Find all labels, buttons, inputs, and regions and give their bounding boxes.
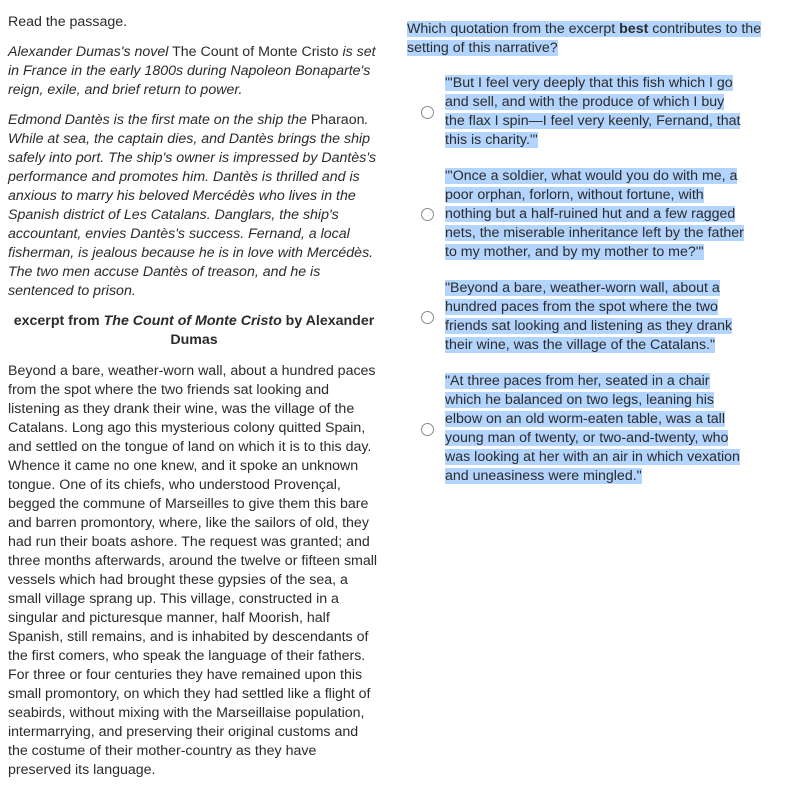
excerpt-heading-title: The Count of Monte Cristo	[103, 313, 282, 329]
intro2-pre: Edmond Dantès is the first mate on the ship the	[8, 112, 307, 128]
excerpt-heading-post: by Alexander Dumas	[170, 313, 375, 348]
question-post: contributes to the setting of this narrative?	[407, 21, 762, 56]
instruction-text: Read the passage.	[8, 14, 128, 30]
reading-passage-panel	[8, 13, 380, 791]
answer-choice-b[interactable]	[407, 167, 777, 262]
choice-text-d: "At three paces from her, seated in a chair which he balanced on two legs, leaning his elbow on an old worm-eaten table, was a tall young man of twenty, or two-and-twenty, who was looking at her with an air in which vexation and uneasiness were mingled."	[445, 373, 740, 484]
radio-button-icon[interactable]	[421, 106, 434, 119]
ship-name: Pharaon	[306, 112, 365, 128]
intro-paragraph-2	[8, 111, 380, 301]
radio-button-icon[interactable]	[421, 311, 434, 324]
answer-choice-a[interactable]	[407, 74, 777, 150]
intro-paragraph-1	[8, 43, 380, 100]
choice-text-b: "'Once a soldier, what would you do with me, a poor orphan, forlorn, without fortune, with nothing but a half-ruined hut and a few ragged nets, the miserable inheritance left by the father to my mother, and by my mother to me?'"	[445, 168, 744, 260]
intro1-post: is set in France in the early 1800s during Napoleon Bonaparte's reign, exile, and brief return to power.	[8, 44, 376, 98]
excerpt-heading	[8, 312, 380, 350]
excerpt-heading-pre: excerpt from	[13, 313, 104, 329]
choice-text-c: "Beyond a bare, weather-worn wall, about a hundred paces from the spot where the two friends sat looking and listening as they drank their wine, was the village of the Catalans."	[445, 280, 733, 353]
excerpt-passage: Beyond a bare, weather-worn wall, about a hundred paces from the spot where the two friends sat looking and listening as they drank their wine, was the village of the Catalans. Long ago this mysterious colony quitted Spain, and settled on the tongue of land on which it is to this day. Whence it came no one knew, and it spoke an unknown tongue. One of its chiefs, who understood Provençal, begged the commune of Marseilles to give them this bare and barren promontory, where, like the sailors of old, they had run their boats ashore. The request was granted; and three months afterwards, around the twelve or fifteen small vessels which had brought these gypsies of the sea, a small village sprang up. This village, constructed in a singular and picturesque manner, half Moorish, half Spanish, still remains, and is inhabited by descendants of the first comers, who speak the language of their fathers. For three or four centuries they have remained upon this small promontory, on which they had settled like a flight of seabirds, without mixing with the Marseillaise population, intermarrying, and preserving their original customs and the costume of their mother-country as they have preserved its language.	[8, 363, 378, 778]
question-panel	[407, 20, 777, 503]
intro2-post: . While at sea, the captain dies, and Dantès brings the ship safely into port. The ship's owner is impressed by Dantès's performance and promotes him. Dantès is thrilled and is anxious to marry his beloved Mercédès who lives in the Spanish district of Les Catalans. Danglars, the ship's accountant, envies Dantès's success. Fernand, a local fisherman, is jealous because he is in love with Mercédès. The two men accuse Dantès of treason, and he is sentenced to prison.	[8, 112, 377, 299]
intro1-pre: Alexander Dumas's novel	[8, 44, 169, 60]
question-emphasis: best	[619, 21, 649, 37]
radio-button-icon[interactable]	[421, 423, 434, 436]
novel-title: The Count of Monte Cristo	[168, 44, 339, 60]
radio-button-icon[interactable]	[421, 208, 434, 221]
question-pre: Which quotation from the excerpt	[407, 21, 620, 37]
question-prompt	[407, 20, 777, 58]
answer-choice-d[interactable]	[407, 372, 777, 486]
choice-text-a: "'But I feel very deeply that this fish which I go and sell, and with the produce of which I buy the flax I spin—I feel very keenly, Fernand, that this is charity.'"	[445, 75, 741, 148]
answer-choice-c[interactable]	[407, 279, 777, 355]
